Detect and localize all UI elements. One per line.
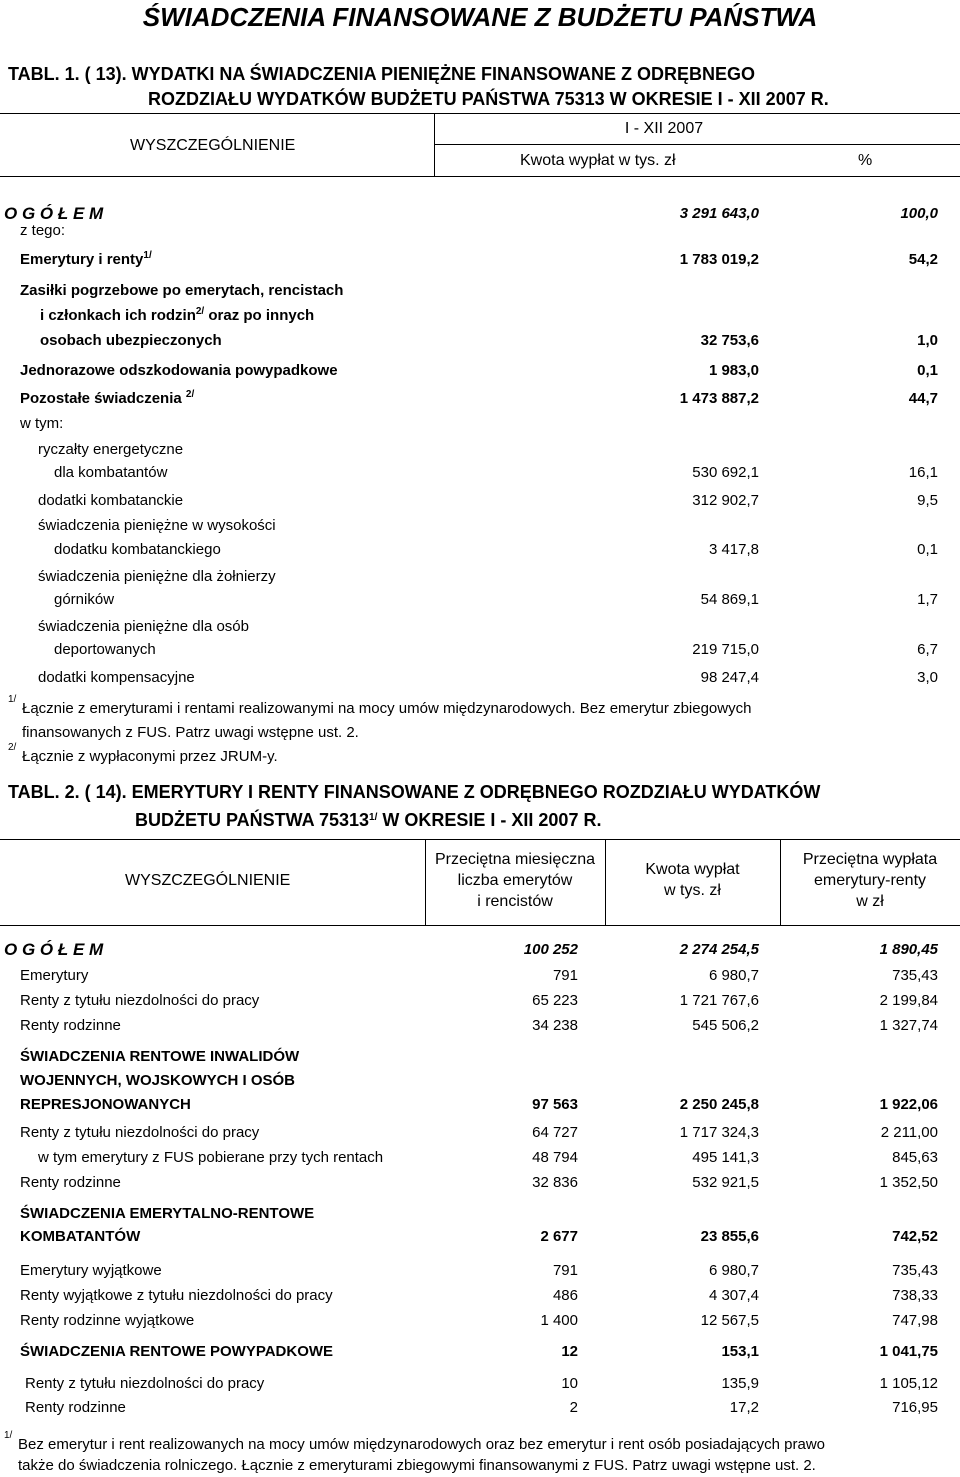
table2-header-label: WYSZCZEGÓLNIENIE [125,872,291,889]
row-value-3: 845,63 [892,1149,938,1166]
table1-row-swiadcz-wys-line1 [0,517,960,539]
table2-row [0,1174,960,1196]
row-value-2: 495 141,3 [692,1149,759,1166]
row-label-text: Emerytury i renty [20,251,144,268]
table1-row-zasilki-line2 [0,307,960,329]
row-amount: 54 869,1 [700,591,759,608]
row-label: świadczenia pieniężne dla żołnierzy [38,568,276,585]
row-value-2: 532 921,5 [692,1174,759,1191]
table2-header-col1-line2: liczba emerytów [457,872,573,889]
table2-header-bottom-rule [0,925,960,926]
row-label: górników [54,591,115,608]
row-label-text: i członkach ich rodzin [40,307,196,324]
table1-header-period: I - XII 2007 [624,120,704,137]
row-label: Renty z tytułu niezdolności do pracy [20,1124,260,1141]
row-value-2: 2 274 254,5 [679,941,759,958]
table1-row-dodatki-komb [0,492,960,514]
row-value-3: 1 890,45 [879,941,938,958]
row-percent: 54,2 [908,251,938,268]
footnote-mark: 2/ [185,389,195,400]
table1-header-amount: Kwota wypłat w tys. zł [520,152,676,169]
row-percent: 1,7 [917,591,938,608]
row-value-2: 153,1 [721,1343,759,1360]
table2-row [0,1375,960,1397]
row-label: KOMBATANTÓW [20,1228,141,1245]
row-value-2: 545 506,2 [692,1017,759,1034]
table1-header-mid-rule [434,144,960,145]
row-value-1: 97 563 [532,1096,578,1113]
row-label: dla kombatantów [54,464,168,481]
row-label: osobach ubezpieczonych [40,332,222,349]
row-amount: 3 291 643,0 [679,205,759,222]
row-value-3: 1 105,12 [879,1375,938,1392]
page-title: ŚWIADCZENIA FINANSOWANE Z BUDŻETU PAŃSTWA [142,2,818,32]
table2-row-section-line3 [0,1096,960,1118]
row-value-1: 486 [552,1287,578,1304]
row-label: w tym emerytury z FUS pobierane przy tych rentach [38,1149,384,1166]
table1-row-zasilki-line3 [0,332,960,354]
row-amount: 98 247,4 [700,669,759,686]
row-amount: 3 417,8 [708,541,759,558]
table2-footnote1-mark: 1/ [4,1430,13,1441]
row-value-2: 135,9 [721,1375,759,1392]
table1-header-divider [434,113,435,176]
table2-header-col2-line1: Kwota wypłat [645,861,740,878]
table1-title-line1: TABL. 1. ( 13). WYDATKI NA ŚWIADCZENIA PIENIĘŻNE FINANSOWANE Z ODRĘBNEGO [8,64,756,84]
table2-row [0,1262,960,1284]
row-label: ryczałty energetyczne [38,441,184,458]
table1-header-label: WYSZCZEGÓLNIENIE [130,137,296,154]
row-value-1: 791 [552,967,578,984]
row-value-1: 1 400 [540,1312,578,1329]
table2-header-col3-line3: w zł [856,893,884,910]
table1-row-swiadcz-dep-line1 [0,618,960,640]
row-label: dodatku kombatanckiego [54,541,221,558]
row-value-3: 735,43 [892,967,938,984]
row-value-1: 10 [561,1375,578,1392]
row-label [20,390,194,407]
table1-header-bottom-rule [0,176,960,177]
row-label-text-2: oraz po innych [204,307,315,324]
table1-row-jednorazowe [0,362,960,384]
row-label: Renty z tytułu niezdolności do pracy [25,1375,265,1392]
table2-footnote1-line1: Bez emerytur i rent realizowanych na mocy umów międzynarodowych oraz bez emerytur i rent osób posiadających prawo [18,1436,826,1453]
row-label: Renty z tytułu niezdolności do pracy [20,992,260,1009]
row-value-2: 2 250 245,8 [679,1096,759,1113]
table1-footnote2-mark: 2/ [8,742,17,753]
row-value-1: 12 [561,1343,578,1360]
table1-footnote1-line2: finansowanych z FUS. Patrz uwagi wstępne ust. 2. [22,724,359,741]
table2-row [0,1312,960,1334]
row-amount: 32 753,6 [700,332,759,349]
row-label: Renty rodzinne [20,1174,121,1191]
footnote-mark: 1/ [143,250,152,261]
table2-title-line2-text: BUDŻETU PAŃSTWA 75313 [135,810,370,830]
row-percent: 1,0 [917,332,938,349]
row-value-2: 17,2 [729,1399,759,1416]
table1-row-emerytury [0,251,960,273]
row-value-2: 23 855,6 [700,1228,759,1245]
row-label: Zasiłki pogrzebowe po emerytach, rencistach [20,282,344,299]
table2-row-section [0,1343,960,1365]
table2-title-line2 [135,810,601,831]
row-percent: 44,7 [908,390,938,407]
row-value-2: 6 980,7 [708,967,759,984]
row-value-1: 32 836 [532,1174,578,1191]
table1-row-ryczalty-line2 [0,464,960,486]
row-amount: 1 983,0 [708,362,759,379]
table2-row [0,992,960,1014]
row-value-1: 100 252 [523,941,578,958]
table1-header-top-rule [0,113,960,114]
row-percent: 0,1 [917,541,938,558]
table1-row-swiadcz-wys-line2 [0,541,960,563]
row-value-2: 12 567,5 [700,1312,759,1329]
table1-row-swiadcz-dep-line2 [0,641,960,663]
row-value-1: 34 238 [532,1017,578,1034]
row-amount: 1 783 019,2 [679,251,759,268]
row-percent: 100,0 [900,205,938,222]
table2-header-top-rule [0,839,960,840]
table1-row-z-tego [0,222,960,244]
table2-row [0,1399,960,1421]
table2-title-line1: TABL. 2. ( 14). EMERYTURY I RENTY FINANSOWANE Z ODRĘBNEGO ROZDZIAŁU WYDATKÓW [8,782,821,802]
row-value-2: 4 307,4 [708,1287,759,1304]
table2-row [0,1149,960,1171]
table2-row-section-line1 [0,1205,960,1227]
row-label: Renty wyjątkowe z tytułu niezdolności do pracy [20,1287,333,1304]
row-label: ŚWIADCZENIA EMERYTALNO-RENTOWE [20,1205,315,1222]
row-value-2: 1 717 324,3 [679,1124,759,1141]
row-label: świadczenia pieniężne w wysokości [38,517,276,534]
table2-header-col1-line1: Przeciętna miesięczna [434,851,596,868]
row-percent: 0,1 [917,362,938,379]
row-label: Renty rodzinne [25,1399,126,1416]
table1-row-ryczalty-line1 [0,441,960,463]
table2-row [0,1287,960,1309]
table2-header-col3-line1: Przeciętna wypłata [802,851,938,868]
row-label: O G Ó Ł E M [4,204,104,223]
row-value-3: 2 211,00 [880,1124,938,1141]
table1-footnote1-line1: Łącznie z emeryturami i rentami realizowanymi na mocy umów międzynarodowych. Bez emerytur zbiegowych [22,700,752,717]
row-label: ŚWIADCZENIA RENTOWE POWYPADKOWE [20,1343,334,1360]
table2-row-section-line2 [0,1228,960,1250]
table1-title-line2: ROZDZIAŁU WYDATKÓW BUDŻETU PAŃSTWA 75313 W OKRESIE I - XII 2007 R. [148,89,829,109]
row-value-3: 2 199,84 [879,992,938,1009]
row-amount: 530 692,1 [692,464,759,481]
row-value-1: 48 794 [532,1149,578,1166]
row-value-2: 1 721 767,6 [679,992,759,1009]
row-label: Emerytury [20,967,89,984]
row-percent: 9,5 [917,492,938,509]
row-label: w tym: [20,415,64,432]
row-amount: 219 715,0 [692,641,759,658]
row-value-3: 1 352,50 [879,1174,938,1191]
table1-row-swiadcz-zol-line1 [0,568,960,590]
table1-row-dodatki-komp [0,669,960,691]
table2-header-col3-line2: emerytury-renty [813,872,927,889]
row-value-3: 1 041,75 [879,1343,938,1360]
row-label: świadczenia pieniężne dla osób [38,618,249,635]
row-label: z tego: [20,222,66,239]
row-label: Renty rodzinne wyjątkowe [20,1312,195,1329]
row-label: ŚWIADCZENIA RENTOWE INWALIDÓW [20,1048,300,1065]
table2-title-line2-text-2: W OKRESIE I - XII 2007 R. [377,810,602,830]
table1-row-zasilki-line1 [0,282,960,304]
table1-footnote1-mark: 1/ [8,694,17,705]
row-label: O G Ó Ł E M [4,940,104,959]
row-value-1: 65 223 [532,992,578,1009]
table2-row [0,1017,960,1039]
row-value-3: 738,33 [892,1287,938,1304]
table2-header-col2-line2: w tys. zł [664,882,721,899]
row-label: REPRESJONOWANYCH [20,1096,191,1113]
table2-header-col1-line3: i rencistów [477,893,553,910]
row-label: Emerytury wyjątkowe [20,1262,162,1279]
row-value-3: 735,43 [892,1262,938,1279]
row-value-3: 716,95 [892,1399,938,1416]
row-label [20,251,152,268]
row-percent: 6,7 [917,641,938,658]
row-label: WOJENNYCH, WOJSKOWYCH I OSÓB [20,1072,296,1089]
row-value-3: 742,52 [892,1228,938,1245]
row-label: dodatki kombatanckie [38,492,184,509]
row-label-text: Pozostałe świadczenia [20,390,182,407]
row-value-3: 1 922,06 [879,1096,938,1113]
row-value-1: 2 [569,1399,578,1416]
row-value-1: 2 677 [540,1228,578,1245]
row-value-2: 6 980,7 [708,1262,759,1279]
footnote-mark: 2/ [195,306,205,317]
row-label: deportowanych [54,641,156,658]
row-value-1: 791 [552,1262,578,1279]
row-label: dodatki kompensacyjne [38,669,195,686]
table1-footnote2-line1: Łącznie z wypłaconymi przez JRUM-y. [22,748,278,765]
row-value-3: 747,98 [892,1312,938,1329]
row-label: Jednorazowe odszkodowania powypadkowe [20,362,338,379]
row-value-3: 1 327,74 [879,1017,938,1034]
row-percent: 16,1 [908,464,938,481]
table2-row-section-line2 [0,1072,960,1094]
table2-row-total [0,940,960,962]
row-amount: 312 902,7 [692,492,759,509]
row-amount: 1 473 887,2 [679,390,759,407]
table2-row [0,1124,960,1146]
table2-footnote1-line2: także do świadczenia rolniczego. Łącznie z emeryturami zbiegowymi finansowanymi z FUS. Patrz uwagi wstępne ust. 2. [18,1457,816,1474]
table1-row-swiadcz-zol-line2 [0,591,960,613]
table1-row-w-tym [0,415,960,437]
row-label: Renty rodzinne [20,1017,121,1034]
table2-row [0,967,960,989]
footnote-mark: 1/ [369,812,378,823]
table1-header-percent: % [858,152,873,169]
table2-row-section-line1 [0,1048,960,1070]
row-percent: 3,0 [917,669,938,686]
row-label [40,307,314,324]
row-value-1: 64 727 [532,1124,578,1141]
table1-row-pozostale [0,390,960,412]
